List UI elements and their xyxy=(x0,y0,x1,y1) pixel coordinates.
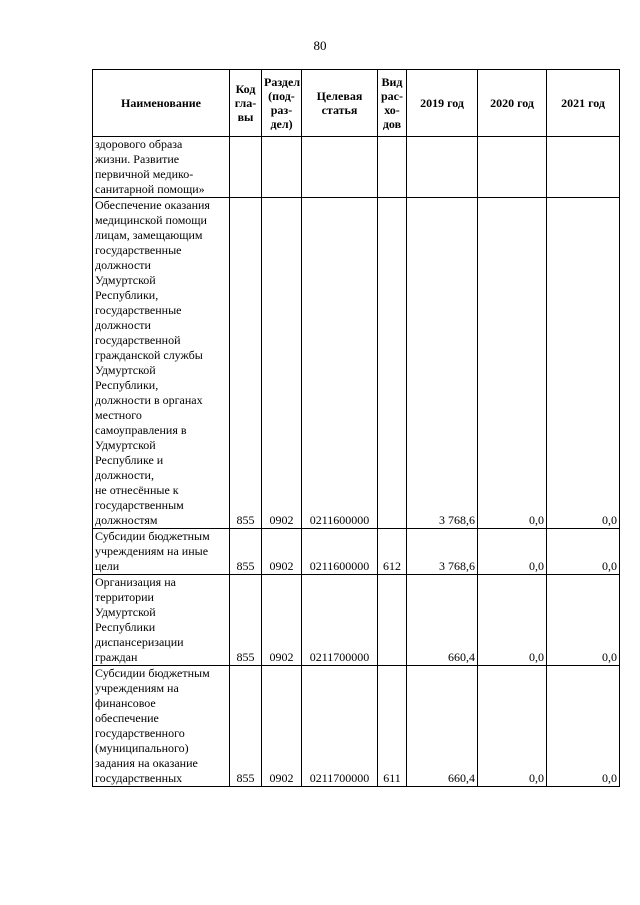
row-target: 0211700000 xyxy=(302,666,378,787)
header-2021: 2021 год xyxy=(547,70,620,137)
row-expense-type xyxy=(378,137,407,198)
row-2021: 0,0 xyxy=(547,529,620,575)
budget-table xyxy=(92,69,620,787)
header-chapter: Код гла- вы xyxy=(230,70,262,137)
row-2021: 0,0 xyxy=(547,198,620,529)
row-section: 0902 xyxy=(262,575,302,666)
row-target: 0211600000 xyxy=(302,529,378,575)
row-section: 0902 xyxy=(262,198,302,529)
table-row xyxy=(93,529,620,575)
table-row xyxy=(93,198,620,529)
row-2021: 0,0 xyxy=(547,575,620,666)
row-2019: 660,4 xyxy=(407,575,478,666)
page-number: 80 xyxy=(313,38,327,53)
row-name: Субсидии бюджетным учреждениям на финансовое обеспечение государственного (муниципального) задания на оказание государственных xyxy=(93,666,230,787)
row-2019: 3 768,6 xyxy=(407,529,478,575)
row-target: 0211600000 xyxy=(302,198,378,529)
row-2020: 0,0 xyxy=(478,529,547,575)
row-section xyxy=(262,137,302,198)
row-section: 0902 xyxy=(262,529,302,575)
header-row xyxy=(93,70,620,137)
row-expense-type: 611 xyxy=(378,666,407,787)
row-2019: 3 768,6 xyxy=(407,198,478,529)
row-2021: 0,0 xyxy=(547,666,620,787)
row-2020 xyxy=(478,137,547,198)
row-expense-type xyxy=(378,575,407,666)
row-name: Субсидии бюджетным учреждениям на иные цели xyxy=(93,529,230,575)
row-chapter: 855 xyxy=(230,575,262,666)
row-2019: 660,4 xyxy=(407,666,478,787)
table-row xyxy=(93,137,620,198)
row-expense-type: 612 xyxy=(378,529,407,575)
row-expense-type xyxy=(378,198,407,529)
row-2020: 0,0 xyxy=(478,198,547,529)
row-name: Обеспечение оказания медицинской помощи лицам, замещающим государственные должности Удмуртской Республики, государственные должности государственной гражданской службы Удмуртской Республики, должности в органах местного самоуправления в Удмуртской Республике и должности, не отнесённые к государственным должностям xyxy=(93,198,230,529)
header-target: Целевая статья xyxy=(302,70,378,137)
row-target xyxy=(302,137,378,198)
row-2020: 0,0 xyxy=(478,666,547,787)
row-chapter: 855 xyxy=(230,666,262,787)
row-chapter xyxy=(230,137,262,198)
row-section: 0902 xyxy=(262,666,302,787)
row-2020: 0,0 xyxy=(478,575,547,666)
row-target: 0211700000 xyxy=(302,575,378,666)
header-2019: 2019 год xyxy=(407,70,478,137)
row-chapter: 855 xyxy=(230,529,262,575)
table-row xyxy=(93,575,620,666)
row-name: здорового образа жизни. Развитие первичной медико- санитарной помощи» xyxy=(93,137,230,198)
row-name: Организация на территории Удмуртской Республики диспансеризации граждан xyxy=(93,575,230,666)
row-2019 xyxy=(407,137,478,198)
row-chapter: 855 xyxy=(230,198,262,529)
header-expense-type: Вид рас- хо- дов xyxy=(378,70,407,137)
row-2021 xyxy=(547,137,620,198)
header-name: Наименование xyxy=(93,70,230,137)
header-2020: 2020 год xyxy=(478,70,547,137)
table-row xyxy=(93,666,620,787)
header-section: Раздел (под- раз- дел) xyxy=(262,70,302,137)
